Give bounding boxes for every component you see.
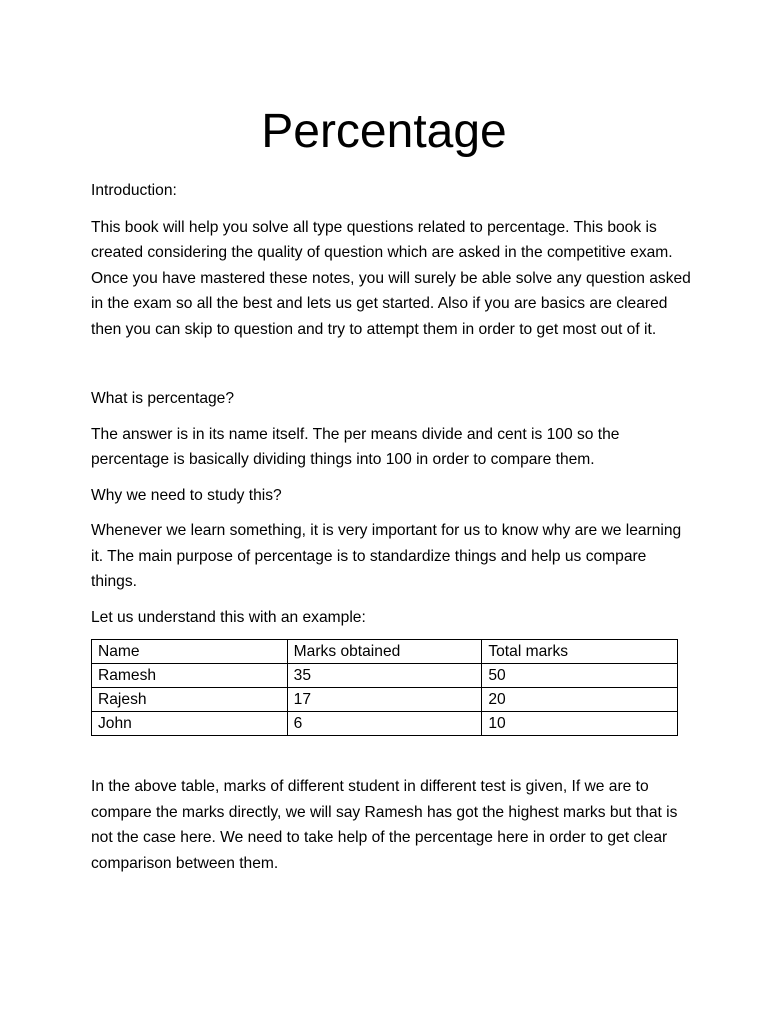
- document-body: [91, 178, 691, 876]
- table-cell: Ramesh: [92, 664, 288, 688]
- table-row: [92, 688, 678, 712]
- table-header-cell: Total marks: [482, 640, 678, 664]
- table-header-row: [92, 640, 678, 664]
- table-cell: 6: [287, 712, 482, 736]
- table-cell: John: [92, 712, 288, 736]
- marks-table: [91, 639, 678, 736]
- table-cell: 10: [482, 712, 678, 736]
- intro-paragraph: This book will help you solve all type questions related to percentage. This book is created considering the quality of question which are asked in the competitive exam. Once you have mastered these notes, you will surely be able solve any question asked in the exam so all the best and lets us get started. Also if you are basics are cleared then you can skip to question and try to attempt them in order to get most out of it.: [91, 218, 691, 338]
- table-row: [92, 712, 678, 736]
- closing-paragraph: In the above table, marks of different student in different test is given, If we are to compare the marks directly, we will say Ramesh has got the highest marks but that is not the case here. We need to take help of the percentage here in order to get clear comparison between them.: [91, 778, 678, 872]
- table-header-cell: Marks obtained: [287, 640, 482, 664]
- what-is-percentage-heading: What is percentage?: [91, 390, 235, 407]
- why-study-heading: Why we need to study this?: [91, 486, 282, 504]
- table-cell: Rajesh: [92, 688, 288, 712]
- page-title: Percentage: [261, 105, 507, 158]
- what-is-percentage-paragraph: The answer is in its name itself. The per means divide and cent is 100 so the percentage is basically dividing things into 100 in order to compare them.: [91, 425, 620, 468]
- example-lead-text: Let us understand this with an example:: [91, 608, 366, 626]
- why-study-paragraph: Whenever we learn something, it is very important for us to know why are we learning it. The main purpose of percentage is to standardize things and help us compare things.: [91, 522, 682, 590]
- table-cell: 20: [482, 688, 678, 712]
- table-cell: 35: [287, 664, 482, 688]
- intro-heading: Introduction:: [91, 182, 177, 199]
- table-cell: 17: [287, 688, 482, 712]
- table-row: [92, 664, 678, 688]
- table-cell: 50: [482, 664, 678, 688]
- table-header-cell: Name: [92, 640, 288, 664]
